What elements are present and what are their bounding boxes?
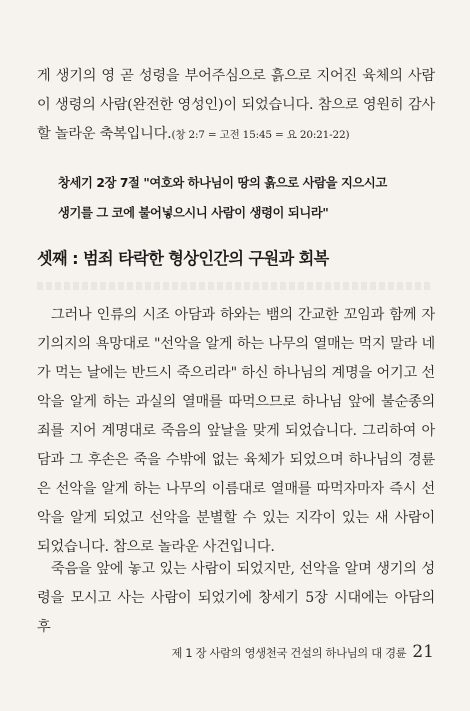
- paragraph-intro-text: 게 생기의 영 곧 성령을 부어주심으로 흙으로 지어진 육체의 사람이 생령의 사람(완전한 영성인)이 되었습니다. 참으로 영원히 감사할 놀라운 축복입니다.: [37, 68, 435, 142]
- page-footer: [171, 642, 434, 662]
- paragraph-intro: [37, 62, 435, 150]
- paragraph-fall: 그러나 인류의 시조 아담과 하와는 뱀의 간교한 꼬임과 함께 자기의지의 욕망대로 "선악을 알게 하는 나무의 열매는 먹지 말라 네가 먹는 날에는 반드시 죽으리라" 하신 하나님의 계명을 어기고 선악을 알게 하는 과실의 열매를 따먹으므로 하나님 앞에 불순종의 죄를 지어 계명대로 죽음의 앞날을 맞게 되었습니다. 그리하여 아담과 그 후손은 죽을 수밖에 없는 육체가 되었으며 하나님의 경륜은 선악을 알게 하는 나무의 이름대로 열매를 따먹자마자 즉시 선악을 알게 되었고 선악을 분별할 수 있는 지각이 있는 새 사람이 되었습니다. 참으로 놀라운 사건입니다.: [37, 307, 435, 555]
- verse-quote-line-2: 생기를 그 코에 불어넣으시니 사람이 생령이 되니라": [58, 206, 329, 220]
- section-heading: 셋째 : 범죄 타락한 형상인간의 구원과 회복: [37, 249, 329, 268]
- bible-citation: (창 2:7 = 고전 15:45 = 요 20:21-22): [171, 129, 350, 141]
- verse-quote-line-1: 창세기 2장 7절 "여호와 하나님이 땅의 흙으로 사람을 지으시고: [58, 176, 387, 190]
- show-through-text: [37, 282, 433, 290]
- running-head: 제 1 장 사람의 영생천국 건설의 하나님의 대 경륜: [171, 647, 407, 660]
- page-number: 21: [412, 642, 434, 662]
- paragraph-continuation: 죽음을 앞에 놓고 있는 사람이 되었지만, 선악을 알며 생기의 성령을 모시고 사는 사람이 되었기에 창세기 5장 시대에는 아담의 후: [37, 561, 435, 635]
